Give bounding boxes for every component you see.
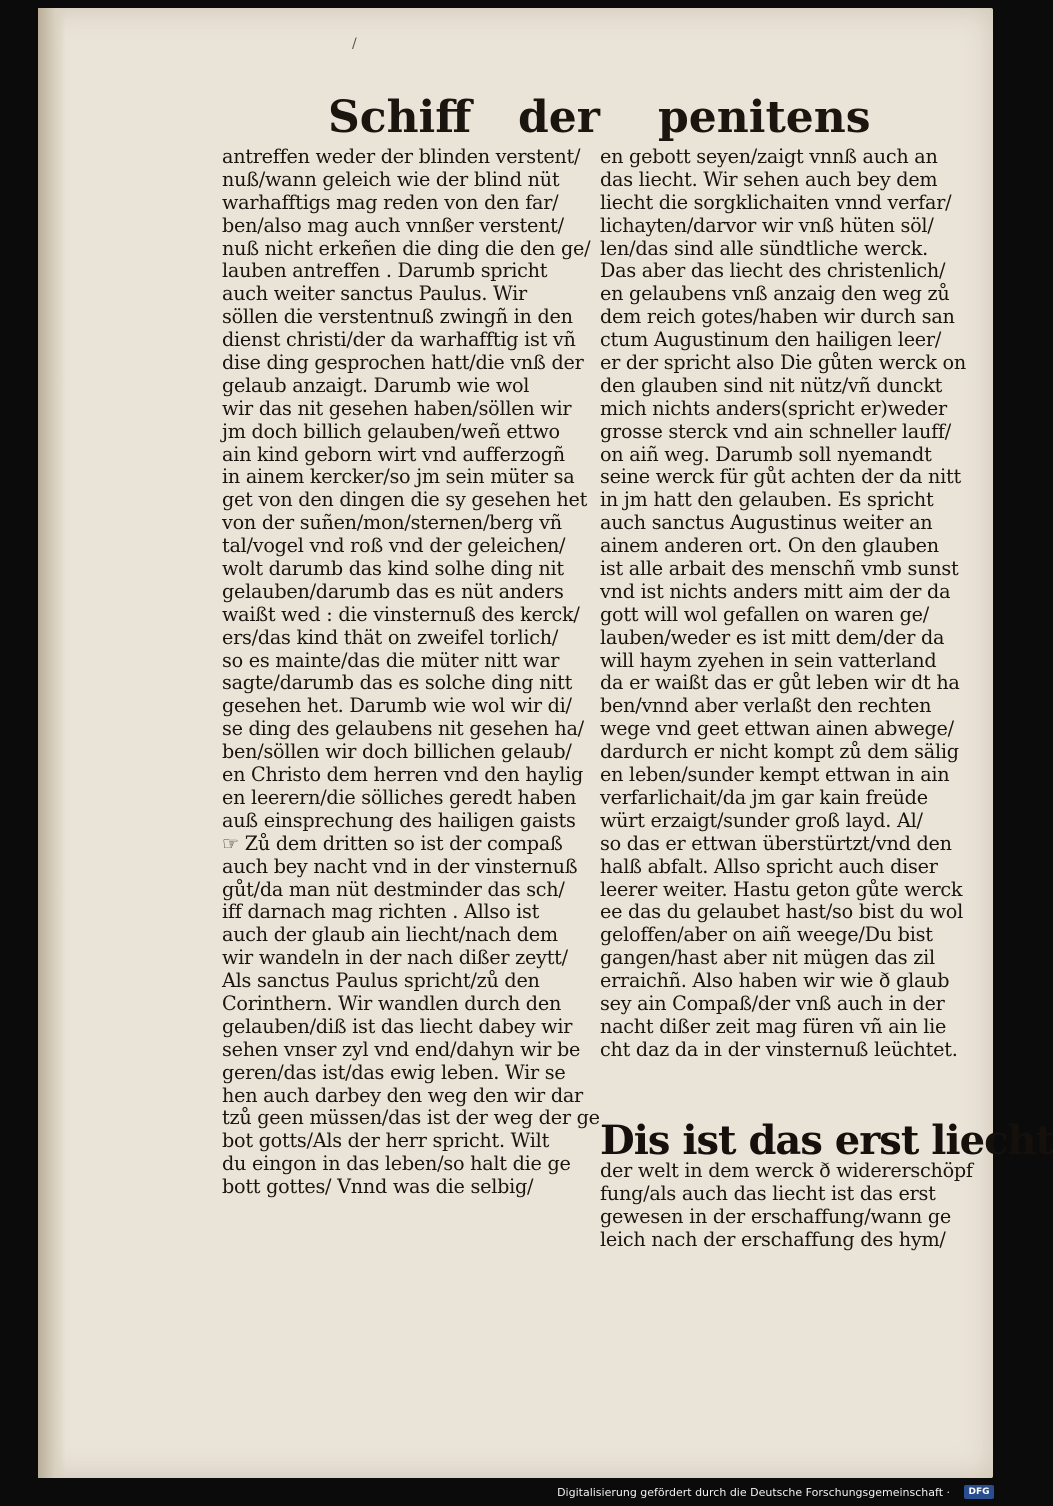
text-line: in ainem kercker/so jm sein müter sa [222, 465, 575, 489]
text-line: ben/vnnd aber verlaßt den rechten [600, 694, 932, 718]
text-line: jm doch billich gelauben/weñ ettwo [222, 419, 560, 443]
text-line: gůt/da man nüt destminder das sch/ [222, 877, 565, 901]
text-line: en gebott seyen/zaigt vnnß auch an [600, 145, 938, 168]
text-line: ☞ Zů dem dritten so ist der compaß [222, 831, 563, 855]
running-head [300, 92, 871, 152]
text-line: grosse sterck vnd ain schneller lauff/ [600, 419, 951, 443]
text-line: en Christo dem herren vnd den haylig [222, 763, 584, 787]
text-line: nacht dißer zeit mag füren vñ ain lie [600, 1014, 947, 1038]
text-line: warhafftigs mag reden von den far/ [222, 190, 559, 214]
text-line: gelauben/darumb das es nüt anders [222, 579, 564, 603]
dfg-logo: DFG [964, 1485, 994, 1499]
text-line: tal/vogel vnd roß vnd der geleichen/ [222, 534, 566, 558]
text-line: wege vnd geet ettwan ainen abwege/ [600, 717, 954, 741]
page-mark: / [352, 36, 357, 52]
left-text-column [222, 145, 600, 1199]
running-head-word: der [518, 92, 600, 143]
text-line: tzů geen müssen/das ist der weg der ge [222, 1106, 600, 1130]
text-line: dem reich gotes/haben wir durch san [600, 305, 955, 329]
text-line: vnd ist nichts anders mitt aim der da [600, 579, 951, 603]
text-line: verfarlichait/da jm gar kain freüde [600, 785, 928, 809]
text-line: gangen/hast aber nit mügen das zil [600, 946, 935, 970]
text-line: sey ain Compaß/der vnß auch in der [600, 991, 945, 1015]
text-line: seine werck für gůt achten der da nitt [600, 465, 961, 489]
text-line: den glauben sind nit nütz/vñ dunckt [600, 373, 943, 397]
text-line: ain kind geborn wirt vnd aufferzogñ [222, 442, 565, 466]
text-line: wir wandeln in der nach dißer zeytt/ [222, 946, 568, 970]
text-line: gesehen het. Darumb wie wol wir di/ [222, 694, 572, 718]
text-line: auch weiter sanctus Paulus. Wir [222, 282, 527, 306]
text-line: geloffen/aber on aiñ weege/Du bist [600, 923, 933, 947]
text-line: Das aber das liecht des christenlich/ [600, 259, 946, 283]
text-line: auch sanctus Augustinus weiter an [600, 511, 933, 535]
text-line: du eingon in das leben/so halt die ge [222, 1152, 571, 1176]
text-line: er der spricht also Die gůten werck on [600, 351, 966, 375]
text-line: nuß/wann geleich wie der blind nüt [222, 167, 560, 191]
text-line: wolt darumb das kind solhe ding nit [222, 557, 564, 581]
text-line: auß einsprechung des hailigen gaists [222, 808, 576, 832]
text-line: das liecht. Wir sehen auch bey dem [600, 167, 938, 191]
text-line: gewesen in der erschaffung/wann ge [600, 1204, 951, 1228]
text-line: fung/als auch das liecht ist das erst [600, 1181, 936, 1205]
text-line: gelaub anzaigt. Darumb wie wol [222, 373, 530, 397]
text-line: ben/söllen wir doch billichen gelaub/ [222, 740, 572, 764]
text-line: halß abfalt. Allso spricht auch diser [600, 854, 938, 878]
text-line: se ding des gelaubens nit gesehen ha/ [222, 717, 584, 741]
text-line: bott gottes/ Vnnd was die selbig/ [222, 1175, 534, 1199]
text-line: leich nach der erschaffung des hym/ [600, 1227, 946, 1251]
text-line: bot gotts/Als der herr spricht. Wilt [222, 1129, 550, 1153]
text-line: lauben/weder es ist mitt dem/der da [600, 625, 945, 649]
text-line: en gelaubens vnß anzaig den weg zů [600, 282, 950, 306]
text-line: on aiñ weg. Darumb soll nyemandt [600, 442, 932, 466]
right-text-column-continuation [600, 1159, 973, 1252]
text-line: waißt wed : die vinsternuß des kerck/ [222, 602, 580, 626]
text-line: wir das nit gesehen haben/söllen wir [222, 396, 572, 420]
text-line: mich nichts anders(spricht er)weder [600, 396, 947, 420]
text-line: ben/also mag auch vnnßer verstent/ [222, 213, 564, 237]
text-line: cht daz da in der vinsternuß leüchtet. [600, 1037, 958, 1061]
text-line: dardurch er nicht kompt zů dem sälig [600, 740, 959, 764]
text-line: in jm hatt den gelauben. Es spricht [600, 488, 934, 512]
text-line: antreffen weder der blinden verstent/ [222, 145, 581, 168]
text-line: von der suñen/mon/sternen/berg vñ [222, 511, 562, 535]
text-line: sehen vnser zyl vnd end/dahyn wir be [222, 1037, 581, 1061]
text-line: Als sanctus Paulus spricht/zů den [222, 969, 540, 993]
text-line: hen auch darbey den weg den wir dar [222, 1083, 583, 1107]
running-head-word: Schiff [328, 92, 472, 143]
text-line: en leben/sunder kempt ettwan in ain [600, 763, 950, 787]
text-line: der welt in dem werck ð widererschöpf [600, 1159, 973, 1182]
text-line: gelauben/diß ist das liecht dabey wir [222, 1014, 573, 1038]
text-line: söllen die verstentnuß zwingñ in den [222, 305, 573, 329]
section-heading: Dis ist das erst liecht [600, 1117, 1053, 1164]
text-line: auch bey nacht vnd in der vinsternuß [222, 854, 578, 878]
text-line: iff darnach mag richten . Allso ist [222, 900, 540, 924]
running-head-word: penitens [658, 92, 871, 143]
text-line: sagte/darumb das es solche ding nitt [222, 671, 573, 695]
text-line: erraichñ. Also haben wir wie ð glaub [600, 969, 950, 993]
text-line: da er waißt das er gůt leben wir dt ha [600, 671, 960, 695]
text-line: ctum Augustinum den hailigen leer/ [600, 328, 942, 352]
text-line: len/das sind alle sündtliche werck. [600, 236, 928, 260]
text-line: ainem anderen ort. On den glauben [600, 534, 939, 558]
text-line: geren/das ist/das ewig leben. Wir se [222, 1060, 566, 1084]
text-line: ers/das kind thät on zweifel torlich/ [222, 625, 559, 649]
text-line: ist alle arbait des menschñ vmb sunst [600, 557, 959, 581]
text-line: lauben antreffen . Darumb spricht [222, 259, 548, 283]
text-line: auch der glaub ain liecht/nach dem [222, 923, 558, 947]
text-line: lichayten/darvor wir vnß hüten söl/ [600, 213, 934, 237]
text-line: leerer weiter. Hastu geton gůte werck [600, 877, 963, 901]
text-line: gott will wol gefallen on waren ge/ [600, 602, 929, 626]
text-line: so es mainte/das die müter nitt war [222, 648, 560, 672]
text-line: ee das du gelaubet hast/so bist du wol [600, 900, 963, 924]
text-line: liecht die sorgklichaiten vnnd verfar/ [600, 190, 952, 214]
right-text-column [600, 145, 966, 1062]
text-line: en leerern/die sölliches geredt haben [222, 785, 577, 809]
text-line: nuß nicht erkeñen die ding die den ge/ [222, 236, 591, 260]
text-line: Corinthern. Wir wandlen durch den [222, 991, 562, 1015]
text-line: dise ding gesprochen hatt/die vnß der [222, 351, 584, 375]
text-line: dienst christi/der da warhafftig ist vñ [222, 328, 576, 352]
text-line: so das er ettwan überstürtzt/vnd den [600, 831, 952, 855]
footer-credit: Digitalisierung gefördert durch die Deutsche Forschungsgemeinschaft · [557, 1486, 950, 1499]
text-line: will haym zyehen in sein vatterland [600, 648, 937, 672]
text-line: würt erzaigt/sunder groß layd. Al/ [600, 808, 923, 832]
text-line: get von den dingen die sy gesehen het [222, 488, 588, 512]
